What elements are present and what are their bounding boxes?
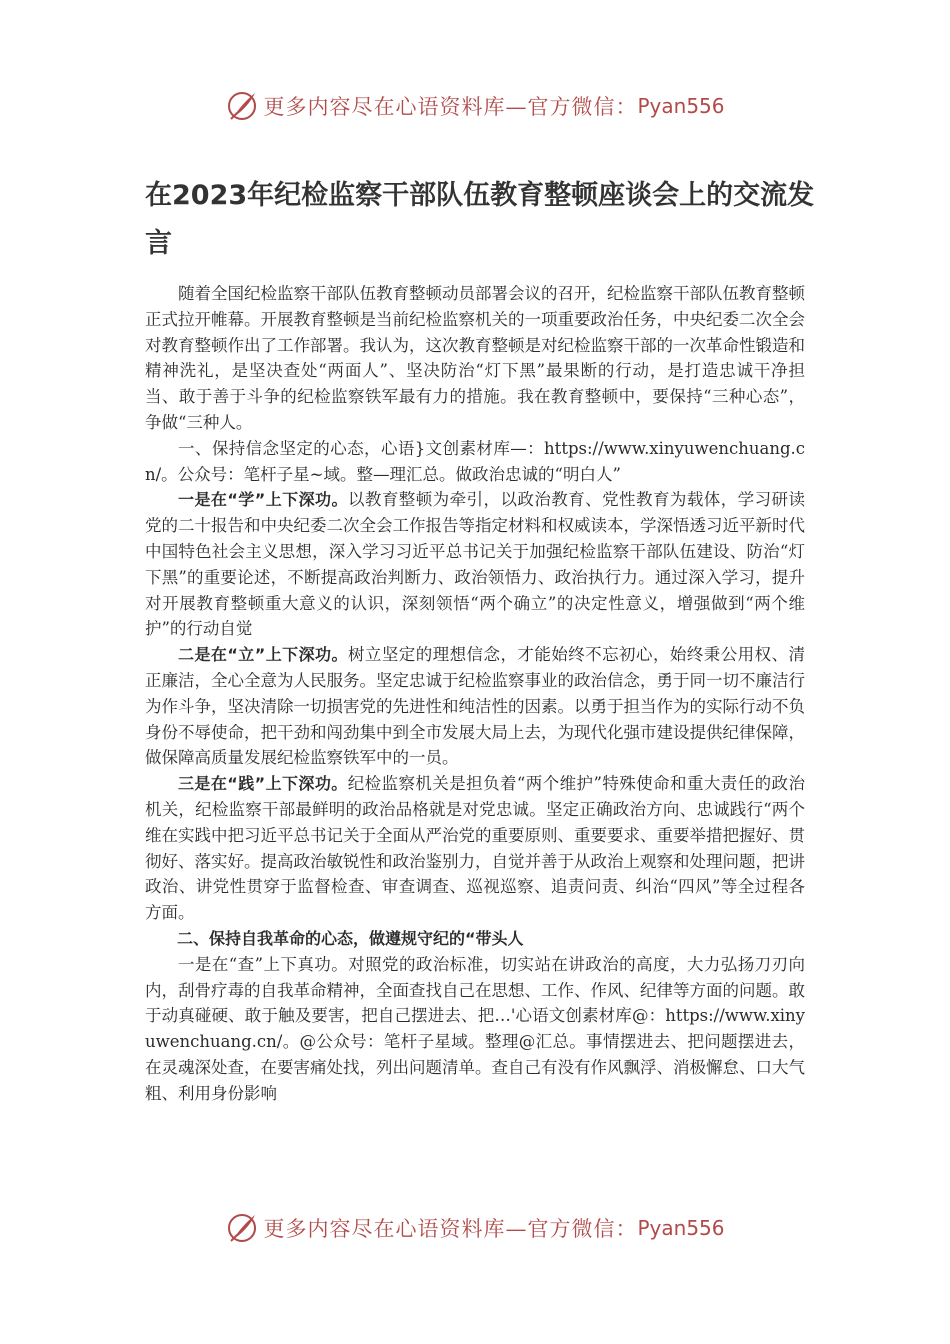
paragraph-1-lead: 一是在“学”上下深功。 xyxy=(178,490,348,510)
paragraph-2-lead: 二是在“立”上下深功。 xyxy=(178,645,348,665)
paragraph-2 xyxy=(145,642,805,771)
paragraph-3-body: 纪检监察机关是担负着“两个维护”特殊使命和重大责任的政治机关，纪检监察干部最鲜明的政治品格就是对党忠诚。坚定正确政治方向、忠诚践行“两个维在实践中把习近平总书记关于全面从严治党的重要原则、重要要求、重要举措把握好、贯彻好、落实好。提高政治敏锐性和政治鉴别力，自觉并善于从政治上观察和处理问题，把讲政治、讲党性贯穿于监督检查、审查调查、巡视巡察、追责问责、纠治“四风”等全过程各方面。 xyxy=(145,774,805,923)
section-heading-1: 一、保持信念坚定的心态，心语}文创素材库—：https://www.xinyuwenchuang.cn/。公众号：笔杆子星~域。整—理汇总。做政治忠诚的“明白人” xyxy=(145,438,805,484)
header-banner-text: 更多内容尽在心语资料库—官方微信： xyxy=(263,95,638,119)
paragraph-4: 一是在“查”上下真功。对照党的政治标准，切实站在讲政治的高度，大力弘扬刀刃向内，刮骨疗毒的自我革命精神，全面查找自己在思想、工作、作风、纪律等方面的问题。敢于动真碰硬、敢于触及要害，把自己摆进去、把…'心语文创素材库@：https://www.xinyuwenchuang.cn/。@公众号：笔杆子星域。整理@汇总。事情摆进去、把问题摆进去，在灵魂深处查，在要害痛处找，列出问题清单。查自己有没有作风飘浮、消极懈怠、口大气粗、利用身份影响 xyxy=(145,954,805,1103)
paragraph-1 xyxy=(145,487,805,642)
footer-banner-text: 更多内容尽在心语资料库—官方微信： xyxy=(263,1217,638,1241)
header-banner xyxy=(0,86,950,126)
footer-banner xyxy=(0,1208,950,1248)
paragraph-2-body: 树立坚定的理想信念，才能始终不忘初心，始终秉公用权、清正廉洁，全心全意为人民服务。坚定忠诚于纪检监察事业的政治信念，勇于同一切不廉洁行为作斗争，坚决清除一切损害党的先进性和纯洁性的因素。以勇于担当作为的实际行动不负身份不辱使命，把干劲和闯劲集中到全市发展大局上去，为现代化强市建设提供纪律保障，做保障高质量发展纪检监察铁军中的一员。 xyxy=(145,645,805,768)
section-heading-2: 二、保持自我革命的心态，做遵规守纪的“带头人 xyxy=(177,928,524,948)
paragraph-1-body: 以教育整顿为牵引，以政治教育、党性教育为载体，学习研读党的二十报告和中央纪委二次全会工作报告等指定材料和权威读本，学深悟透习近平新时代中国特色社会主义思想，深入学习习近平总书记关于加强纪检监察干部队伍建设、防治“灯下黑”的重要论述，不断提高政治判断力、政治领悟力、政治执行力。通过深入学习，提升对开展教育整顿重大意义的认识，深刻领悟“两个确立”的决定性意义，增强做到“两个维护”的行动自觉 xyxy=(145,490,805,639)
feather-pen-logo-icon xyxy=(225,1211,259,1245)
paragraph-3-lead: 三是在“践”上下深功。 xyxy=(178,774,348,794)
footer-banner-wechat: Pyan556 xyxy=(637,1216,725,1240)
document-title: 在2023年纪检监察干部队伍教育整顿座谈会上的交流发言 xyxy=(145,180,815,259)
feather-pen-logo-icon xyxy=(225,89,259,123)
document-body xyxy=(145,281,805,1107)
paragraph-intro: 随着全国纪检监察干部队伍教育整顿动员部署会议的召开，纪检监察干部队伍教育整顿正式拉开帷幕。开展教育整顿是当前纪检监察机关的一项重要政治任务，中央纪委二次全会对教育整顿作出了工作部署。我认为，这次教育整顿是对纪检监察干部的一次革命性锻造和精神洗礼，是坚决查处“两面人”、坚决防治“灯下黑”最果断的行动，是打造忠诚干净担当、敢于善于斗争的纪检监察铁军最有力的措施。我在教育整顿中，要保持“三种心态”，争做“三种人。 xyxy=(145,284,805,432)
header-banner-wechat: Pyan556 xyxy=(637,94,725,118)
paragraph-3 xyxy=(145,771,805,926)
